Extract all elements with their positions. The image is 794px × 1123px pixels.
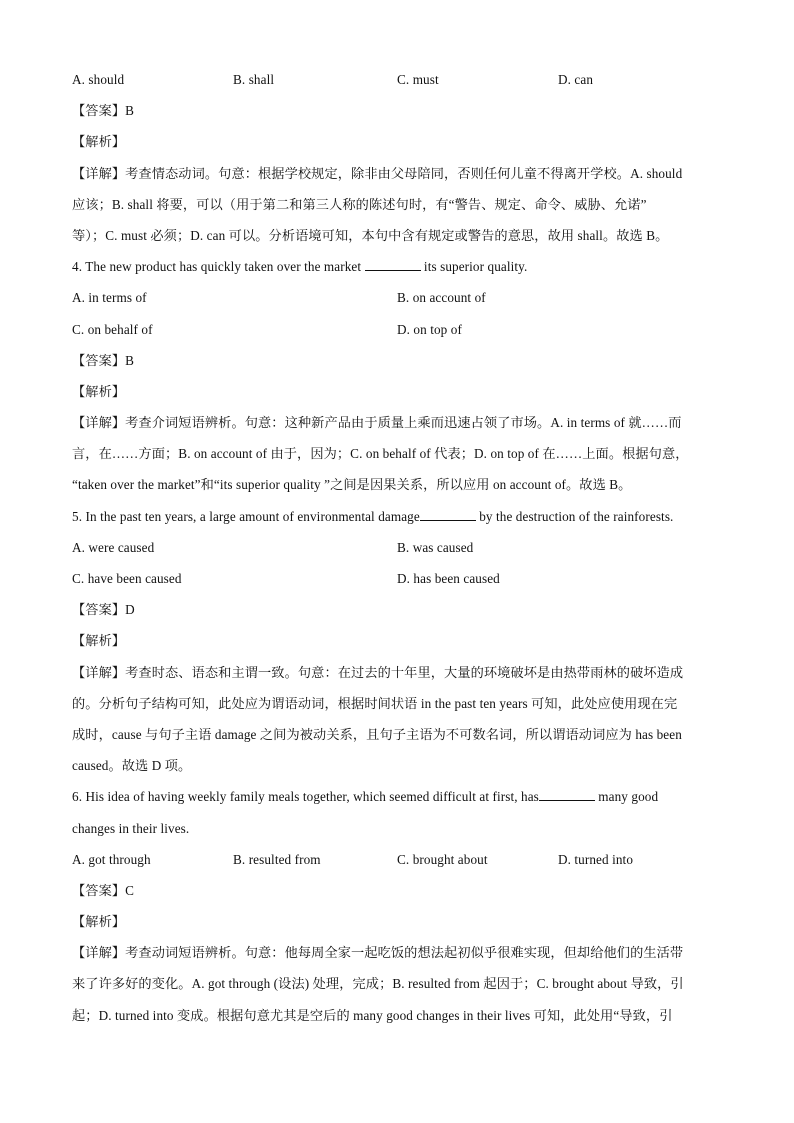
q6-analysis-label: 【解析】 (72, 914, 126, 930)
q3-option-a: A. should (72, 72, 125, 87)
q5-detail-line: 【详解】考查时态、语态和主谓一致。句意：在过去的十年里，大量的环境破坏是由热带雨林的破坏造成 (72, 664, 684, 680)
q6-option-c: C. brought about (397, 851, 488, 867)
q6-answer: 【答案】C (72, 882, 135, 898)
q4-stem-before: 4. The new product has quickly taken over the market (72, 259, 365, 275)
q6-stem-before: 6. His idea of having weekly family meals together, which seemed difficult at first, has (72, 789, 539, 805)
q4-options-row1 (72, 282, 722, 313)
q3-answer: 【答案】B (72, 103, 135, 119)
q4-detail-line: 【详解】考查介词短语辨析。句意：这种新产品由于质量上乘而迅速占领了市场。A. in terms of 就……而 (72, 415, 682, 431)
q3-detail-line: 等）；C. must 必须；D. can 可以。分析语境可知，本句中含有规定或警告的意思，故用 shall。故选 B。 (72, 227, 669, 243)
q6-blank (539, 788, 595, 801)
q5-detail-line: caused。故选 D 项。 (72, 758, 192, 774)
q6-detail-line: 【详解】考查动词短语辨析。句意：他每周全家一起吃饭的想法起初似乎很难实现，但却给他们的生活带 (72, 945, 684, 961)
q4-option-d: D. on top of (397, 321, 462, 337)
q5-stem (72, 501, 722, 532)
q6-option-a: A. got through (72, 851, 151, 867)
q5-analysis-label: 【解析】 (72, 633, 126, 649)
q5-option-a: A. were caused (72, 539, 155, 555)
q3-option-d: D. can (558, 72, 594, 87)
q3-options (72, 64, 722, 95)
q4-options-row2 (72, 314, 722, 345)
q4-option-c: C. on behalf of (72, 321, 153, 337)
q3-option-b: B. shall (233, 72, 275, 87)
q4-analysis-label: 【解析】 (72, 383, 126, 399)
q4-answer: 【答案】B (72, 352, 135, 368)
q4-option-b: B. on account of (397, 290, 486, 306)
q4-stem-after: its superior quality. (420, 259, 528, 275)
q6-options (72, 844, 722, 875)
q5-option-d: D. has been caused (397, 571, 500, 586)
q6-detail-line: 来了许多好的变化。A. got through (设法) 处理，完成；B. resulted from 起因于；C. brought about 导致，引 (72, 976, 684, 992)
q3-analysis-label: 【解析】 (72, 134, 126, 150)
q5-answer: 【答案】D (72, 602, 135, 618)
q3-option-c: C. must (397, 72, 439, 87)
q4-detail-line: 言，在……方面；B. on account of 由于，因为；C. on behalf of 代表；D. on top of 在……上面。根据句意， (72, 446, 689, 462)
q5-option-b: B. was caused (397, 539, 474, 555)
q5-stem-before: 5. In the past ten years, a large amount of environmental damage (72, 508, 420, 524)
q6-option-d: D. turned into (558, 851, 634, 867)
q5-stem-after: by the destruction of the rainforests. (475, 508, 674, 524)
q4-option-a: A. in terms of (72, 290, 147, 306)
q6-option-b: B. resulted from (233, 851, 321, 867)
q5-options-row1 (72, 532, 722, 563)
q3-detail-line: 【详解】考查情态动词。句意：根据学校规定，除非由父母陪同，否则任何儿童不得离开学校。A. should (72, 165, 683, 181)
q5-detail-line: 的。分析句子结构可知，此处应为谓语动词，根据时间状语 in the past ten years 可知，此处应使用现在完 (72, 695, 678, 711)
q5-blank (420, 508, 476, 521)
document-page (72, 64, 722, 1031)
q5-options-row2 (72, 563, 722, 594)
q4-detail-line: “taken over the market”和“its superior quality ”之间是因果关系，所以应用 on account of。故选 B。 (72, 477, 632, 493)
q6-stem-line1 (72, 781, 722, 812)
q5-option-c: C. have been caused (72, 571, 182, 586)
q3-detail-line: 应该；B. shall 将要，可以（用于第二和第三人称的陈述句时，有“警告、规定、命令、威胁、允诺” (72, 196, 647, 212)
q4-blank (365, 258, 421, 271)
q4-stem (72, 251, 722, 282)
q6-stem-line2: changes in their lives. (72, 820, 190, 836)
q6-stem-after: many good (594, 789, 659, 805)
q6-detail-line: 起；D. turned into 变成。根据句意尤其是空后的 many good changes in their lives 可知，此处用“导致，引 (72, 1007, 673, 1023)
q5-detail-line: 成时，cause 与句子主语 damage 之间为被动关系，且句子主语为不可数名词，所以谓语动词应为 has been (72, 726, 682, 742)
